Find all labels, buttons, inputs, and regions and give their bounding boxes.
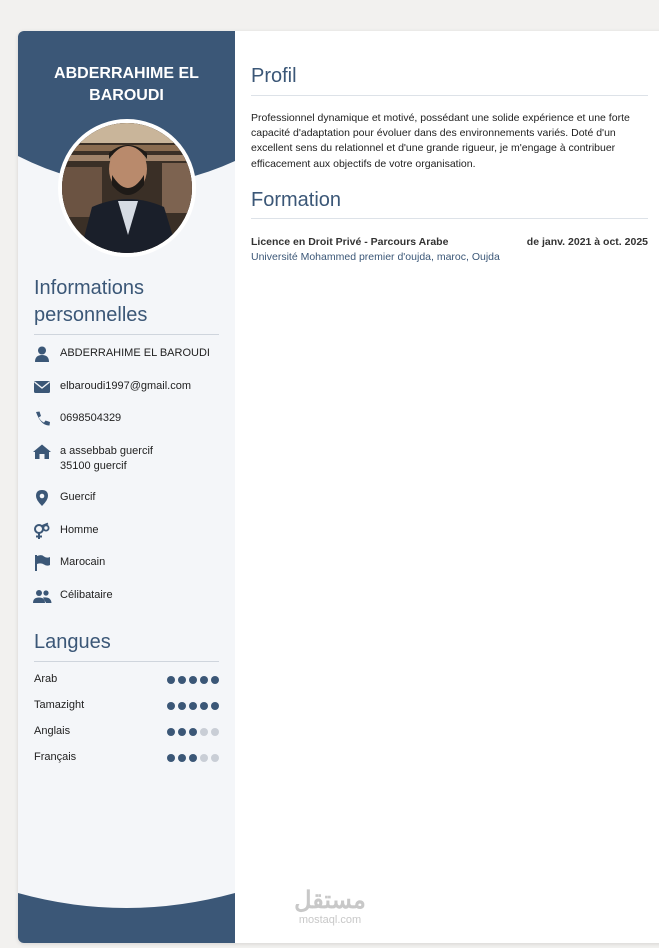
level-dot	[178, 702, 186, 710]
education-title: Formation	[251, 189, 342, 211]
languages-title: Langues	[34, 631, 111, 653]
level-dot	[189, 702, 197, 710]
users-icon	[32, 587, 52, 605]
language-level	[164, 701, 219, 713]
level-dot	[167, 728, 175, 736]
language-row: Anglais	[34, 725, 219, 739]
level-dot	[211, 702, 219, 710]
sidebar: ABDERRAHIME EL BAROUDI Informations personnelles ABDERRAHIME EL BAROUDI elbaroudi1997@gmail.com 0698504329 a assebbab guercif 35100 guercif Guercif Homme Marocain Célibataire Langues Arab Tamazight Anglais Français	[18, 31, 235, 943]
watermark-logo: مستقل mostaql.com	[294, 887, 366, 926]
location-pin-icon	[32, 489, 52, 507]
resume-page	[18, 31, 659, 943]
level-dot	[178, 728, 186, 736]
divider	[34, 661, 219, 662]
level-dot	[178, 676, 186, 684]
level-dot	[211, 754, 219, 762]
language-row: Arab	[34, 673, 219, 687]
level-dot	[167, 754, 175, 762]
language-row: Français	[34, 751, 219, 765]
sidebar-footer-shape	[18, 883, 235, 943]
flag-icon	[32, 554, 52, 572]
divider	[34, 334, 219, 335]
level-dot	[178, 754, 186, 762]
profile-photo	[58, 119, 196, 257]
level-dot	[189, 676, 197, 684]
envelope-icon	[32, 378, 52, 396]
personal-info-title: Informations personnelles	[34, 277, 148, 326]
gender-icon	[32, 522, 52, 540]
language-level	[164, 753, 219, 765]
divider	[251, 95, 648, 96]
level-dot	[211, 676, 219, 684]
education-degree: Licence en Droit Privé - Parcours Arabe	[251, 236, 449, 248]
candidate-name: ABDERRAHIME EL BAROUDI	[54, 65, 199, 104]
language-level	[164, 675, 219, 687]
language-level	[164, 727, 219, 739]
level-dot	[189, 754, 197, 762]
education-dates: de janv. 2021 à oct. 2025	[526, 236, 648, 248]
level-dot	[200, 702, 208, 710]
level-dot	[200, 754, 208, 762]
language-row: Tamazight	[34, 699, 219, 713]
level-dot	[200, 728, 208, 736]
level-dot	[189, 728, 197, 736]
profile-title: Profil	[251, 65, 297, 87]
education-school: Université Mohammed premier d'oujda, maroc, Oujda	[251, 251, 500, 263]
level-dot	[167, 676, 175, 684]
profile-text: Professionnel dynamique et motivé, possédant une solide expérience et une forte capacité d'adaptation pour évoluer dans des environnements variés. Doté d'un excellent sens du relationnel et d'une grande rigueur, je m'engage à contribuer efficacement aux objectifs de votre organisation.	[251, 112, 630, 170]
level-dot	[200, 676, 208, 684]
home-icon	[32, 443, 52, 461]
level-dot	[167, 702, 175, 710]
level-dot	[211, 728, 219, 736]
phone-icon	[32, 410, 52, 428]
divider	[251, 218, 648, 219]
user-icon	[32, 345, 52, 363]
